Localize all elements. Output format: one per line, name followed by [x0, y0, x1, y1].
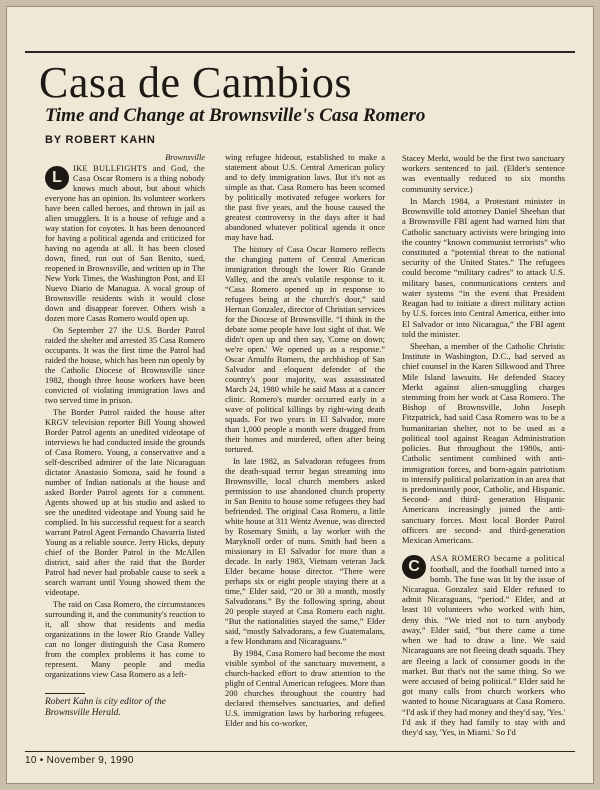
headline: Casa de Cambios	[39, 58, 353, 107]
magazine-page	[6, 6, 594, 784]
lede-smallcaps: IKE BULLFIGHTS and God, the Casa	[73, 164, 205, 183]
column-2	[225, 153, 385, 731]
drop-cap: C	[402, 555, 426, 579]
subheadline: Time and Change at Brownsville's Casa Romero	[45, 105, 426, 126]
paragraph: wing refugee hideout, established to make a statement about U.S. Central American policy and to defy immigration laws. But it's not as simple as that. Casa Romero has been scorned by politically motivated refugee workers for the past five years, and the house caused the greatest controversy in the days after it had abandoned whatever political agenda it once may have had.	[225, 153, 385, 242]
dateline: Brownsville	[165, 153, 205, 162]
paragraph: football, and the football turned into a bomb. The fuse was lit by the issue of Nicaragua. Gonzalez said Elder refused to admit Nicaraguans, “period.” Elder, and at least 10 volunteers who worked with him, deny this. “We tried not to turn anybody away,” Elder said, “but there came a time when we had to draw a line. We said Nicaraguans are not fleeing death squads. They are fleeing a lack of consumer goods in the market. But that's not the same thing. So we were accused of being political.” Elder said he got many calls from church workers who wanted to house Nicaraguans at Casa Romero. “I'd ask if they had money and they'd say, 'Yes.' I'd ask if they had family to stay with and they'd say, 'Yes, in Miami.' So I'd	[402, 563, 565, 738]
paragraph: In March 1984, a Protestant minister in Brownsville told attorney Daniel Sheehan that a Brownsville FBI agent had warned him that Catholic sanctuary activists were bringing into the country “known communist terrorists” who constituted a “potential threat to the national security of the United States.” The refugees could become “military cadres” to attack U.S. military bases, communications centers and water systems “in the event that President Reagan had to initiate a direct military action by U.S. forces into Central America, either into El Salvador or into Nicaragua,” the FBI agent told the minister.	[402, 195, 565, 339]
column-1	[45, 153, 205, 682]
bottom-rule	[25, 751, 575, 752]
note-rule	[45, 693, 85, 694]
top-rule	[25, 51, 575, 53]
page-folio: 10 • November 9, 1990	[25, 755, 134, 766]
paragraph: In late 1982, as Salvadoran refugees from the death-squad terror began streaming into Brownsville, local church members asked permission to use abandoned church property in San Benito to house some refugees they had befriended. The original Casa Romero, a little white house at 311 Wentz Avenue, was directed by Rosemary Smith, a lay worker with the Maryknoll order of nuns. Smith had been a missionary in El Salvador for more than a decade. In early 1983, Vietnam veteran Jack Elder became house director. “There were perhaps six or eight people staying there at a time,” Elder said, “20 or 30 a month, mostly Salvadorans.” By the following spring, about 20 people stayed at Casa Romero each night. “But the nationalities stayed the same,” Elder said, “mostly Salvadorans, a few Guatemalans, a few Hondurans and Nicaraguans.”	[225, 457, 385, 646]
paragraph: The Border Patrol raided the house after KRGV television reporter Bill Young showed Border Patrol agents an unedited videotape of interviews he had conducted inside the grounds of Casa Romero. Young, a conservative and a self-described admirer of the late Nicaraguan dictator Anastasio Somoza, said he found a number of Indian nationals at the house and asked Border Patrol agents for a comment. Agents showed up at his studio and asked to see the unedited videotape and Young said he complied. In his successful request for a search warrant Patrol Agent Fernando Chavarria listed Young as a reliable source. Jerry Hicks, deputy chief of the Border Patrol in the McAllen district, said after the raid that the Border Patrol had never had probable cause to seek a search warrant until Young showed them the videotape.	[45, 408, 205, 597]
section-2-paragraph	[402, 553, 565, 739]
byline: BY ROBERT KAHN	[45, 134, 156, 146]
paragraph: By 1984, Casa Romero had become the most visible symbol of the sanctuary movement, a church-backed effort to draw attention to the plight of Central American refugees. More than 200 churches throughout the country had declared themselves sanctuaries, and defied U.S. immigration laws by harboring refugees. Elder and his co-worker,	[225, 649, 385, 728]
paragraph: The raid on Casa Romero, the circumstances surrounding it, and the community's reaction to it, all show that residents and media organizations in the lower Rio Grande Valley can no longer distinguish the Casa Romero from the complex problems it has come to represent. Many people and media organizations view Casa Romero as a left-	[45, 600, 205, 679]
paragraph: The history of Casa Oscar Romero reflects the changing pattern of Central American immigration through the lower Rio Grande Valley, and the area's volatile response to it. “Casa Romero opened up in response to refugees being at the church's door,” said Hernan Gonzalez, director of Christian services for the Diocese of Brownsville. “I think in the debate some people have lost sight of that. We didn't open up and then say, 'Come on down; we're open.' We opened up as a response.” Oscar Arnulfo Romero, the archbishop of San Salvador and eloquent defender of the country's poor majority, was assassinated March 24, 1980 while he said Mass at a cancer clinic. Romero's murder occurred early in a wave of political killings by right-wing death squads. For two years in El Salvador, more than 1,000 people a month were dragged from their homes and murdered, often after being tortured.	[225, 245, 385, 454]
author-note: Robert Kahn is city editor of the Brownsville Herald.	[45, 697, 166, 718]
paragraph: Stacey Merkt, would be the first two sanctuary workers sentenced to jail. (Elder's sentence was eventually reduced to six months community service.)	[402, 153, 565, 194]
paragraph: Sheehan, a member of the Catholic Christic Institute in Washington, D.C., had served as chief counsel in the Karen Silkwood and Three Mile Island lawsuits. He defended Stacey Merkt against alien-smuggling charges stemming from her work at Casa Romero. The Bishop of Brownsville, John Joseph Fitzpatrick, had said Casa Romero was to be a humanitarian shelter, not to be used as a political tool against Reagan Administration policies. But throughout the 1980s, anti-Catholic sentiment combined with anti-immigration forces, and born-again patriotism to intensify political polarization in an area that is predominantly poor, Catholic, and Hispanic. Second- and third- generation Hispanic Americans increasingly joined the anti-sanctuary forces. Most local Border Patrol officers are second- and third-generation Mexican Americans.	[402, 340, 565, 546]
section-smallcaps: ASA ROMERO became a political	[430, 553, 565, 564]
drop-cap: L	[45, 166, 69, 190]
paragraph: Oscar Romero is a thing nobody knows much about, but about which everyone has an opinion. Its volunteer workers have been called heroes, and thrown in jail as alien smugglers. It is a house of refuge and a way station for coyotes. It has been denounced for having a political agenda and criticized for having no agenda at all. It has been closed down, fined, run out of San Benito, sued, reopened in Brownsville, and written up in The New York Times, the Washington Post, and El Nuevo Diario de Managua. A vocal group of Brownsville residents wish it would close down and disappear forever. Others wish a dozen more Casas Romero would open up.	[45, 174, 205, 323]
column-3	[402, 153, 565, 739]
paragraph: On September 27 the U.S. Border Patrol raided the shelter and arrested 35 Casa Romero occupants. It was the first time the Patrol had raided the house, which has been run openly by the Catholic Diocese of Brownsville since 1982, though three house workers have been convicted of violating immigration laws and two served time in prison.	[45, 326, 205, 405]
lede-paragraph	[45, 164, 205, 326]
